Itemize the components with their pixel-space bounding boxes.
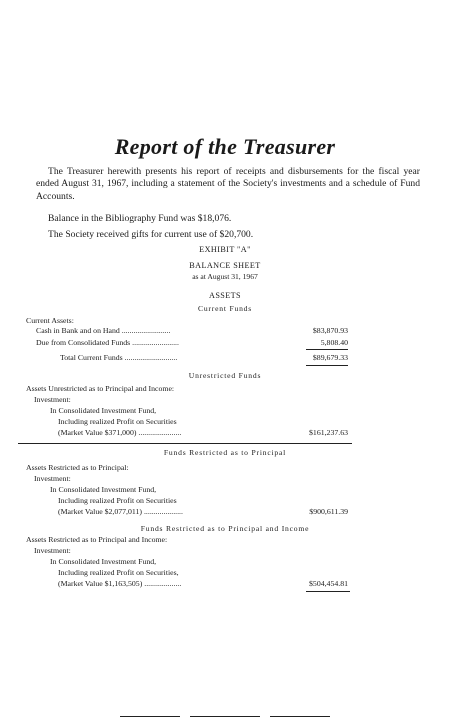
unrestricted-line3: In Consolidated Investment Fund, — [50, 406, 157, 415]
cash-amount: $83,870.93 — [312, 326, 348, 335]
intro-paragraph: The Treasurer herewith presents his report of receipts and disbursements for the fiscal year ended August 31, 1967, including a statement of the Society's investments and a schedule of Fund Accounts. — [36, 166, 420, 202]
restricted-principal-line4: Including realized Profit on Securities — [58, 496, 177, 505]
restricted-principal-line5: (Market Value $2,077,011) .................... — [58, 507, 183, 516]
restricted-principal-line2: Investment: — [34, 474, 71, 483]
unrestricted-line4: Including realized Profit on Securities — [58, 417, 177, 426]
footer-rule-middle — [190, 716, 260, 717]
bibliography-line: Balance in the Bibliography Fund was $18,076. — [48, 213, 232, 224]
restricted-principal-line3: In Consolidated Investment Fund, — [50, 485, 157, 494]
restricted-both-heading: Funds Restricted as to Principal and Income — [140, 524, 310, 533]
restricted-principal-line1: Assets Restricted as to Principal: — [26, 463, 129, 472]
restricted-both-line4: Including realized Profit on Securities, — [58, 568, 179, 577]
total-current-label: Total Current Funds ........................... — [60, 353, 178, 362]
section-divider — [18, 443, 352, 444]
restricted-both-line5: (Market Value $1,163,505) ................... — [58, 579, 182, 588]
unrestricted-heading: Unrestricted Funds — [188, 371, 262, 380]
unrestricted-line2: Investment: — [34, 395, 71, 404]
due-amount: 5,808.40 — [320, 338, 348, 347]
balance-sheet-title: BALANCE SHEET — [189, 261, 261, 270]
assets-heading: ASSETS — [209, 291, 241, 300]
footer-rule-right — [270, 716, 330, 717]
unrestricted-amount: $161,237.63 — [309, 428, 348, 437]
restricted-both-line2: Investment: — [34, 546, 71, 555]
gifts-line: The Society received gifts for current use of $20,700. — [48, 229, 254, 240]
restricted-both-amount: $504,454.81 — [309, 579, 348, 588]
total-rule — [306, 365, 348, 366]
cash-label: Cash in Bank and on Hand ......................... — [36, 326, 171, 335]
subtotal-rule — [306, 349, 348, 350]
restricted-both-line1: Assets Restricted as to Principal and Income: — [26, 535, 168, 544]
current-assets-label: Current Assets: — [26, 316, 74, 325]
total-current-amount: $89,679.33 — [312, 353, 348, 362]
final-rule — [306, 591, 350, 592]
due-label: Due from Consolidated Funds ........................ — [36, 338, 179, 347]
current-funds-heading: Current Funds — [197, 304, 253, 313]
restricted-principal-heading: Funds Restricted as to Principal — [163, 448, 287, 457]
exhibit-label: EXHIBIT "A" — [199, 245, 251, 254]
unrestricted-line1: Assets Unrestricted as to Principal and Income: — [26, 384, 175, 393]
balance-sheet-date: as at August 31, 1967 — [192, 272, 258, 281]
unrestricted-line5: (Market Value $371,000) ...................... — [58, 428, 182, 437]
footer-rule-left — [120, 716, 180, 717]
restricted-principal-amount: $900,611.39 — [309, 507, 348, 516]
restricted-both-line3: In Consolidated Investment Fund, — [50, 557, 157, 566]
report-title: Report of the Treasurer — [114, 134, 336, 159]
